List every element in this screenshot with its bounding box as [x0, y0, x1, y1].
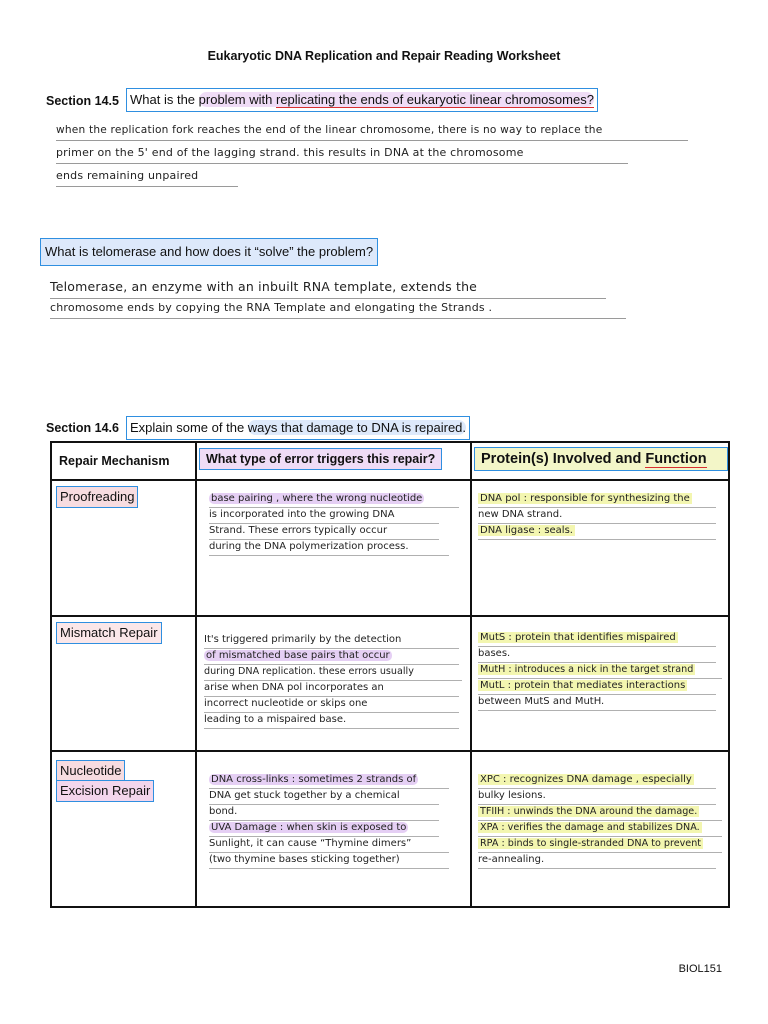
section-14-6-question: Explain some of the ways that damage to DNA is repaired.	[126, 416, 470, 440]
cell-line: Sunlight, it can cause “Thymine dimers”	[209, 837, 449, 853]
cell-line: (two thymine bases sticking together)	[209, 853, 449, 869]
repair-table	[50, 441, 730, 908]
section-14-5-question	[126, 88, 598, 112]
mechanism-nucleotide-excision-repair-line1: Nucleotide	[56, 760, 125, 782]
cell-line: of mismatched base pairs that occur	[204, 649, 459, 665]
question-prefix: What is the	[130, 92, 196, 107]
answer-line: when the replication fork reaches the end of the linear chromosome, there is no way to replace the	[56, 122, 688, 141]
worksheet-title: Eukaryotic DNA Replication and Repair Reading Worksheet	[207, 49, 561, 63]
column-divider	[470, 443, 472, 906]
cell-line: Strand. These errors typically occur	[209, 524, 439, 540]
cell-line: during the DNA polymerization process.	[209, 540, 449, 556]
cell-line: TFIIH : unwinds the DNA around the damage.	[478, 805, 722, 821]
cell-line: arise when DNA pol incorporates an	[204, 681, 459, 697]
header-error-trigger: What type of error triggers this repair?	[199, 448, 442, 470]
cell-line: XPC : recognizes DNA damage , especially	[478, 773, 716, 789]
cell-line: during DNA replication. these errors usually	[204, 665, 462, 681]
answer-line: Telomerase, an enzyme with an inbuilt RNA template, extends the	[50, 278, 606, 299]
cell-line: leading to a mispaired base.	[204, 713, 459, 729]
cell-line: UVA Damage : when skin is exposed to	[209, 821, 439, 837]
cell-line: It's triggered primarily by the detection	[204, 633, 459, 649]
cell-line: is incorporated into the growing DNA	[209, 508, 439, 524]
cell-line: MutH : introduces a nick in the target strand	[478, 663, 722, 679]
cell-line: bond.	[209, 805, 439, 821]
cell-line: re-annealing.	[478, 853, 716, 869]
mechanism-proofreading: Proofreading	[56, 486, 138, 508]
mechanism-mismatch-repair: Mismatch Repair	[56, 622, 162, 644]
cell-line: new DNA strand.	[478, 508, 716, 524]
cell-line: bulky lesions.	[478, 789, 716, 805]
cell-line: incorrect nucleotide or skips one	[204, 697, 459, 713]
mechanism-nucleotide-excision-repair-line2: Excision Repair	[56, 780, 154, 802]
cell-line: RPA : binds to single-stranded DNA to prevent	[478, 837, 722, 853]
cell-line: DNA ligase : seals.	[478, 524, 716, 540]
header-repair-mechanism: Repair Mechanism	[59, 454, 170, 468]
cell-line: bases.	[478, 647, 716, 663]
cell-line: MutL : protein that mediates interactions	[478, 679, 716, 695]
course-code: BIOL151	[678, 963, 722, 975]
header-proteins: Protein(s) Involved and Function	[474, 447, 728, 471]
answer-line: ends remaining unpaired	[56, 168, 238, 187]
cell-line: XPA : verifies the damage and stabilizes DNA.	[478, 821, 722, 837]
cell-line: DNA pol : responsible for synthesizing the	[478, 492, 716, 508]
telomerase-question: What is telomerase and how does it “solve” the problem?	[40, 238, 378, 266]
column-divider	[195, 443, 197, 906]
section-14-5-label: Section 14.5	[46, 94, 119, 108]
answer-line: chromosome ends by copying the RNA Template and elongating the Strands .	[50, 300, 626, 319]
row-divider	[52, 750, 728, 752]
cell-line: between MutS and MutH.	[478, 695, 716, 711]
answer-line: primer on the 5' end of the lagging strand. this results in DNA at the chromosome	[56, 145, 628, 164]
cell-line: DNA cross-links : sometimes 2 strands of	[209, 773, 449, 789]
row-divider	[52, 479, 728, 481]
section-14-6-label: Section 14.6	[46, 421, 119, 435]
question-highlight: problem with replicating the ends of eukaryotic linear chromosomes?	[198, 92, 594, 107]
cell-line: base pairing , where the wrong nucleotide	[209, 492, 459, 508]
row-divider	[52, 615, 728, 617]
cell-line: DNA get stuck together by a chemical	[209, 789, 439, 805]
cell-line: MutS : protein that identifies mispaired	[478, 631, 716, 647]
